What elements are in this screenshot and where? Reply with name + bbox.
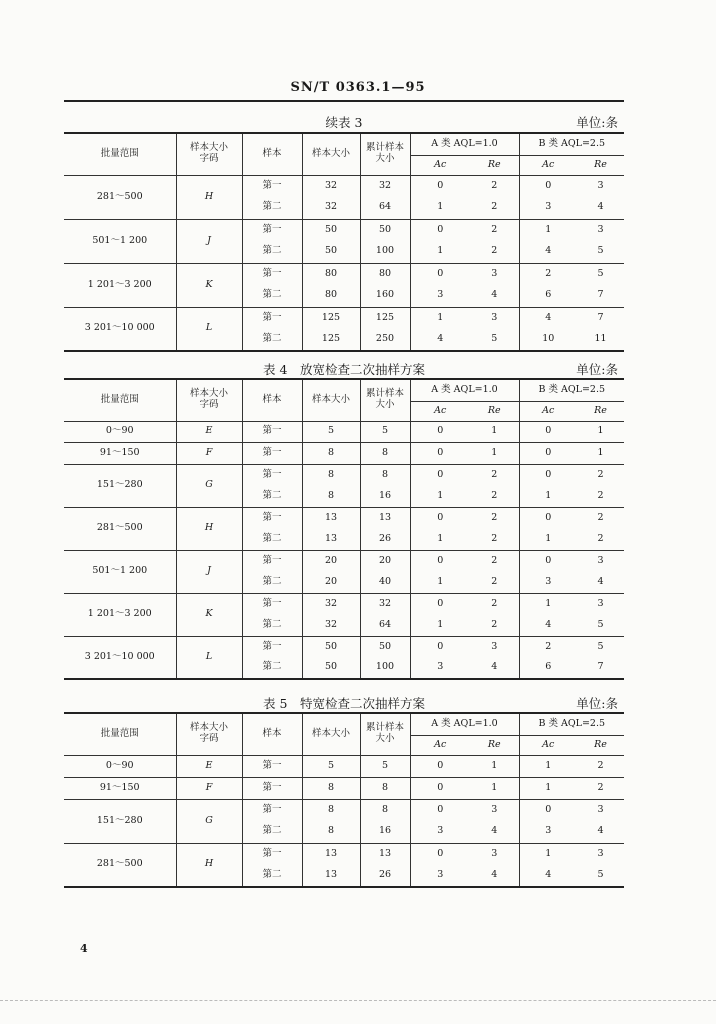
sample-cell: 第一 <box>242 755 302 777</box>
b-re-cell: 2 <box>577 464 624 486</box>
batch-range-cell: 1 201～3 200 <box>64 593 176 636</box>
cumulative-size-cell: 50 <box>360 636 410 658</box>
header-code-line1: 样本大小 <box>189 388 228 400</box>
sample-cell: 第一 <box>242 507 302 529</box>
a-ac-cell: 4 <box>410 329 470 351</box>
header-a-re: Re <box>470 401 519 421</box>
a-re-cell: 2 <box>491 575 498 587</box>
header-code-line2: 字码 <box>199 399 219 411</box>
b-ac-cell: 0 <box>519 799 577 821</box>
a-re-cell: 1 <box>470 421 519 443</box>
b-re-cell: 7 <box>577 307 624 329</box>
table-title: 表 5 特宽检查二次抽样方案 <box>263 696 425 711</box>
batch-range-cell: 501～1 200 <box>64 550 176 593</box>
sample-size-cell: 8 <box>302 464 360 486</box>
table-row <box>64 507 624 529</box>
cumulative-size-cell: 5 <box>360 421 410 443</box>
sample-cell: 第二 <box>242 529 302 551</box>
header-b-re: Re <box>577 735 624 755</box>
cumulative-size-cell: 13 <box>360 843 410 865</box>
cumulative-size-cell: 32 <box>360 593 410 615</box>
a-re-cell: 2 <box>470 593 519 615</box>
cumulative-size-cell: 250 <box>360 329 410 351</box>
a-re-cell: 2 <box>470 219 519 241</box>
sample-cell: 第二 <box>242 197 302 219</box>
header-a-ac: Ac <box>410 155 470 175</box>
a-re-cell: 4 <box>491 661 498 673</box>
b-re-cell: 2 <box>597 489 604 501</box>
header-cum-line2: 大小 <box>375 733 395 745</box>
a-ac-cell: 0 <box>410 636 470 658</box>
b-ac-cell: 1 <box>519 777 577 799</box>
table-row <box>64 421 624 443</box>
b-ac-cell: 4 <box>519 241 577 263</box>
sample-size-cell: 8 <box>302 821 360 843</box>
sample-size-cell: 13 <box>302 865 360 887</box>
table-row <box>64 799 624 821</box>
a-re-cell: 1 <box>470 443 519 465</box>
sample-size-cell: 125 <box>302 329 360 351</box>
header-code-line1: 样本大小 <box>189 142 228 154</box>
header-class-b: B 类 AQL=2.5 <box>519 379 624 401</box>
sample-size-cell: 13 <box>302 843 360 865</box>
sample-cell: 第一 <box>242 421 302 443</box>
batch-range-cell: 3 201～10 000 <box>64 636 176 679</box>
header-sample-size: 样本大小 <box>302 713 360 755</box>
sample-cell: 第一 <box>242 636 302 658</box>
cumulative-size-cell: 13 <box>360 507 410 529</box>
header-b-re: Re <box>577 401 624 421</box>
b-re-cell: 3 <box>577 175 624 197</box>
table-title: 续表 3 <box>325 115 363 130</box>
cumulative-size-cell: 16 <box>360 486 410 508</box>
cumulative-size-cell: 40 <box>360 572 410 594</box>
sample-cell: 第二 <box>242 241 302 263</box>
table-row <box>64 175 624 197</box>
b-re-cell: 4 <box>597 201 604 213</box>
b-re-cell: 2 <box>577 507 624 529</box>
sample-size-cell: 20 <box>302 572 360 594</box>
unit-label: 单位:条 <box>576 696 618 711</box>
b-ac-cell: 0 <box>519 175 577 197</box>
sample-cell: 第一 <box>242 219 302 241</box>
batch-range-cell: 1 201～3 200 <box>64 263 176 307</box>
header-batch-range: 批量范围 <box>64 133 176 175</box>
header-class-a: A 类 AQL=1.0 <box>410 379 519 401</box>
header-sample: 样本 <box>242 713 302 755</box>
a-re-cell: 2 <box>491 532 498 544</box>
b-re-cell: 11 <box>594 333 607 345</box>
sample-cell: 第一 <box>242 263 302 285</box>
batch-range-cell: 281～500 <box>64 175 176 219</box>
sample-size-cell: 50 <box>302 219 360 241</box>
header-class-a: A 类 AQL=1.0 <box>410 133 519 155</box>
a-re-cell: 2 <box>491 618 498 630</box>
sample-size-cell: 50 <box>302 241 360 263</box>
a-re-cell: 4 <box>491 869 498 881</box>
sample-size-cell: 50 <box>302 658 360 680</box>
sample-size-cell: 13 <box>302 529 360 551</box>
header-code-line2: 字码 <box>199 733 219 745</box>
sample-cell: 第二 <box>242 821 302 843</box>
b-ac-cell: 1 <box>519 843 577 865</box>
batch-range-cell: 0～90 <box>64 421 176 443</box>
sample-size-cell: 8 <box>302 799 360 821</box>
b-re-cell: 3 <box>577 843 624 865</box>
b-ac-cell: 3 <box>519 197 577 219</box>
table-row <box>64 593 624 615</box>
b-re-cell: 4 <box>597 825 604 837</box>
b-re-cell: 3 <box>577 219 624 241</box>
table-row <box>64 550 624 572</box>
code-letter-cell: L <box>176 307 242 351</box>
a-ac-cell: 0 <box>410 550 470 572</box>
b-re-cell: 5 <box>597 869 604 881</box>
header-cum-line1: 累计样本 <box>365 142 404 154</box>
header-a-re: Re <box>470 155 519 175</box>
sample-size-cell: 80 <box>302 263 360 285</box>
cumulative-size-cell: 100 <box>360 241 410 263</box>
b-ac-cell: 0 <box>519 443 577 465</box>
table-row <box>64 464 624 486</box>
a-re-cell: 2 <box>470 507 519 529</box>
code-letter-cell: H <box>176 843 242 887</box>
a-ac-cell: 0 <box>410 843 470 865</box>
a-re-cell: 1 <box>470 777 519 799</box>
b-ac-cell: 6 <box>519 658 577 680</box>
b-re-cell: 3 <box>577 593 624 615</box>
code-letter-cell: F <box>176 443 242 465</box>
a-ac-cell: 3 <box>410 865 470 887</box>
b-re-cell: 1 <box>577 421 624 443</box>
cumulative-size-cell: 8 <box>360 464 410 486</box>
sample-size-cell: 32 <box>302 175 360 197</box>
a-re-cell: 2 <box>470 175 519 197</box>
header-code-letter <box>176 379 242 421</box>
cumulative-size-cell: 26 <box>360 865 410 887</box>
header-cumulative-size <box>360 713 410 755</box>
a-ac-cell: 0 <box>410 593 470 615</box>
sample-size-cell: 32 <box>302 593 360 615</box>
code-letter-cell: H <box>176 175 242 219</box>
sample-cell: 第一 <box>242 443 302 465</box>
table-row <box>64 843 624 865</box>
header-cum-line1: 累计样本 <box>365 388 404 400</box>
batch-range-cell: 91～150 <box>64 777 176 799</box>
header-a-ac: Ac <box>410 735 470 755</box>
sample-cell: 第二 <box>242 865 302 887</box>
sample-cell: 第二 <box>242 658 302 680</box>
code-letter-cell: F <box>176 777 242 799</box>
header-code-line2: 字码 <box>199 153 219 165</box>
sample-size-cell: 8 <box>302 486 360 508</box>
a-ac-cell: 3 <box>410 821 470 843</box>
code-letter-cell: K <box>176 263 242 307</box>
a-re-cell: 2 <box>491 201 498 213</box>
cumulative-size-cell: 50 <box>360 219 410 241</box>
sample-cell: 第二 <box>242 329 302 351</box>
sample-size-cell: 5 <box>302 421 360 443</box>
header-cumulative-size <box>360 133 410 175</box>
code-letter-cell: G <box>176 799 242 843</box>
b-re-cell: 5 <box>597 618 604 630</box>
header-cum-line1: 累计样本 <box>365 722 404 734</box>
a-ac-cell: 1 <box>410 572 470 594</box>
document-code: SN/T 0363.1—95 <box>290 80 426 95</box>
a-ac-cell: 0 <box>410 755 470 777</box>
b-re-cell: 3 <box>577 550 624 572</box>
header-sample-size: 样本大小 <box>302 133 360 175</box>
cumulative-size-cell: 20 <box>360 550 410 572</box>
a-re-cell: 3 <box>470 307 519 329</box>
b-re-cell: 4 <box>597 575 604 587</box>
b-ac-cell: 0 <box>519 507 577 529</box>
header-code-line1: 样本大小 <box>189 722 228 734</box>
cumulative-size-cell: 125 <box>360 307 410 329</box>
a-ac-cell: 0 <box>410 219 470 241</box>
table-row <box>64 777 624 799</box>
table-title: 表 4 放宽检查二次抽样方案 <box>263 362 425 377</box>
sample-size-cell: 5 <box>302 755 360 777</box>
b-ac-cell: 6 <box>519 285 577 307</box>
sample-size-cell: 125 <box>302 307 360 329</box>
header-a-ac: Ac <box>410 401 470 421</box>
b-re-cell: 3 <box>577 799 624 821</box>
sample-cell: 第二 <box>242 572 302 594</box>
table-caption <box>64 358 624 378</box>
b-ac-cell: 3 <box>519 572 577 594</box>
table-caption <box>64 692 624 712</box>
sample-cell: 第一 <box>242 843 302 865</box>
header-batch-range: 批量范围 <box>64 713 176 755</box>
batch-range-cell: 501～1 200 <box>64 219 176 263</box>
code-letter-cell: H <box>176 507 242 550</box>
unit-label: 单位:条 <box>576 362 618 377</box>
a-re-cell: 3 <box>470 636 519 658</box>
a-ac-cell: 1 <box>410 615 470 637</box>
a-re-cell: 3 <box>470 263 519 285</box>
a-ac-cell: 0 <box>410 799 470 821</box>
a-ac-cell: 1 <box>410 486 470 508</box>
batch-range-cell: 3 201～10 000 <box>64 307 176 351</box>
cumulative-size-cell: 100 <box>360 658 410 680</box>
sample-size-cell: 50 <box>302 636 360 658</box>
sample-size-cell: 13 <box>302 507 360 529</box>
batch-range-cell: 151～280 <box>64 464 176 507</box>
b-ac-cell: 1 <box>519 755 577 777</box>
a-ac-cell: 1 <box>410 307 470 329</box>
cumulative-size-cell: 16 <box>360 821 410 843</box>
a-ac-cell: 0 <box>410 263 470 285</box>
batch-range-cell: 0～90 <box>64 755 176 777</box>
header-b-ac: Ac <box>519 401 577 421</box>
sample-cell: 第一 <box>242 464 302 486</box>
b-ac-cell: 1 <box>519 529 577 551</box>
sample-size-cell: 8 <box>302 777 360 799</box>
code-letter-cell: G <box>176 464 242 507</box>
cumulative-size-cell: 32 <box>360 175 410 197</box>
b-ac-cell: 4 <box>519 307 577 329</box>
header-rule <box>64 100 624 102</box>
sample-size-cell: 32 <box>302 197 360 219</box>
sample-cell: 第二 <box>242 486 302 508</box>
header-batch-range: 批量范围 <box>64 379 176 421</box>
sample-cell: 第一 <box>242 593 302 615</box>
b-ac-cell: 1 <box>519 593 577 615</box>
a-ac-cell: 0 <box>410 464 470 486</box>
cumulative-size-cell: 8 <box>360 777 410 799</box>
a-re-cell: 3 <box>470 843 519 865</box>
b-re-cell: 7 <box>597 661 604 673</box>
header-cum-line2: 大小 <box>375 153 395 165</box>
sample-size-cell: 32 <box>302 615 360 637</box>
code-letter-cell: K <box>176 593 242 636</box>
a-re-cell: 2 <box>491 245 498 257</box>
batch-range-cell: 281～500 <box>64 843 176 887</box>
sample-cell: 第一 <box>242 799 302 821</box>
sample-cell: 第一 <box>242 550 302 572</box>
a-re-cell: 5 <box>491 333 498 345</box>
sample-cell: 第二 <box>242 615 302 637</box>
footer-rule <box>0 1000 716 1001</box>
table-row <box>64 263 624 285</box>
header-a-re: Re <box>470 735 519 755</box>
sample-cell: 第二 <box>242 285 302 307</box>
code-letter-cell: L <box>176 636 242 679</box>
header-b-ac: Ac <box>519 735 577 755</box>
header-class-b: B 类 AQL=2.5 <box>519 713 624 735</box>
b-ac-cell: 4 <box>519 615 577 637</box>
a-ac-cell: 0 <box>410 443 470 465</box>
code-letter-cell: J <box>176 550 242 593</box>
header-cum-line2: 大小 <box>375 399 395 411</box>
b-re-cell: 7 <box>597 289 604 301</box>
header-sample: 样本 <box>242 379 302 421</box>
table-row <box>64 636 624 658</box>
header-sample: 样本 <box>242 133 302 175</box>
cumulative-size-cell: 8 <box>360 443 410 465</box>
a-re-cell: 4 <box>491 289 498 301</box>
header-class-b: B 类 AQL=2.5 <box>519 133 624 155</box>
a-ac-cell: 3 <box>410 658 470 680</box>
b-re-cell: 5 <box>577 636 624 658</box>
a-ac-cell: 1 <box>410 529 470 551</box>
sample-size-cell: 80 <box>302 285 360 307</box>
code-letter-cell: E <box>176 421 242 443</box>
batch-range-cell: 151～280 <box>64 799 176 843</box>
b-re-cell: 1 <box>577 443 624 465</box>
cumulative-size-cell: 64 <box>360 197 410 219</box>
sample-cell: 第一 <box>242 307 302 329</box>
b-re-cell: 2 <box>597 532 604 544</box>
b-re-cell: 2 <box>577 777 624 799</box>
page-number: 4 <box>80 942 88 955</box>
a-re-cell: 3 <box>470 799 519 821</box>
b-ac-cell: 2 <box>519 263 577 285</box>
a-ac-cell: 1 <box>410 241 470 263</box>
sampling-table <box>64 378 624 680</box>
b-re-cell: 5 <box>597 245 604 257</box>
b-ac-cell: 1 <box>519 219 577 241</box>
cumulative-size-cell: 26 <box>360 529 410 551</box>
cumulative-size-cell: 160 <box>360 285 410 307</box>
b-ac-cell: 1 <box>519 486 577 508</box>
b-ac-cell: 3 <box>519 821 577 843</box>
sampling-table <box>64 132 624 352</box>
batch-range-cell: 91～150 <box>64 443 176 465</box>
cumulative-size-cell: 80 <box>360 263 410 285</box>
sample-cell: 第一 <box>242 175 302 197</box>
a-ac-cell: 0 <box>410 175 470 197</box>
a-ac-cell: 1 <box>410 197 470 219</box>
a-re-cell: 1 <box>470 755 519 777</box>
a-ac-cell: 0 <box>410 507 470 529</box>
sampling-table <box>64 712 624 888</box>
header-cumulative-size <box>360 379 410 421</box>
cumulative-size-cell: 8 <box>360 799 410 821</box>
cumulative-size-cell: 5 <box>360 755 410 777</box>
code-letter-cell: E <box>176 755 242 777</box>
a-ac-cell: 0 <box>410 421 470 443</box>
a-re-cell: 2 <box>491 489 498 501</box>
b-ac-cell: 0 <box>519 550 577 572</box>
b-ac-cell: 0 <box>519 464 577 486</box>
b-re-cell: 2 <box>577 755 624 777</box>
b-ac-cell: 0 <box>519 421 577 443</box>
batch-range-cell: 281～500 <box>64 507 176 550</box>
table-row <box>64 307 624 329</box>
a-ac-cell: 3 <box>410 285 470 307</box>
header-code-letter <box>176 133 242 175</box>
b-ac-cell: 4 <box>519 865 577 887</box>
sample-cell: 第一 <box>242 777 302 799</box>
b-re-cell: 5 <box>577 263 624 285</box>
b-ac-cell: 2 <box>519 636 577 658</box>
a-re-cell: 4 <box>491 825 498 837</box>
sample-size-cell: 8 <box>302 443 360 465</box>
table-row <box>64 443 624 465</box>
table-row <box>64 755 624 777</box>
sample-size-cell: 20 <box>302 550 360 572</box>
header-b-ac: Ac <box>519 155 577 175</box>
header-sample-size: 样本大小 <box>302 379 360 421</box>
code-letter-cell: J <box>176 219 242 263</box>
b-ac-cell: 10 <box>519 329 577 351</box>
unit-label: 单位:条 <box>576 115 618 130</box>
table-caption <box>64 111 624 131</box>
header-class-a: A 类 AQL=1.0 <box>410 713 519 735</box>
a-re-cell: 2 <box>470 550 519 572</box>
table-row <box>64 219 624 241</box>
a-ac-cell: 0 <box>410 777 470 799</box>
cumulative-size-cell: 64 <box>360 615 410 637</box>
a-re-cell: 2 <box>470 464 519 486</box>
header-code-letter <box>176 713 242 755</box>
header-b-re: Re <box>577 155 624 175</box>
